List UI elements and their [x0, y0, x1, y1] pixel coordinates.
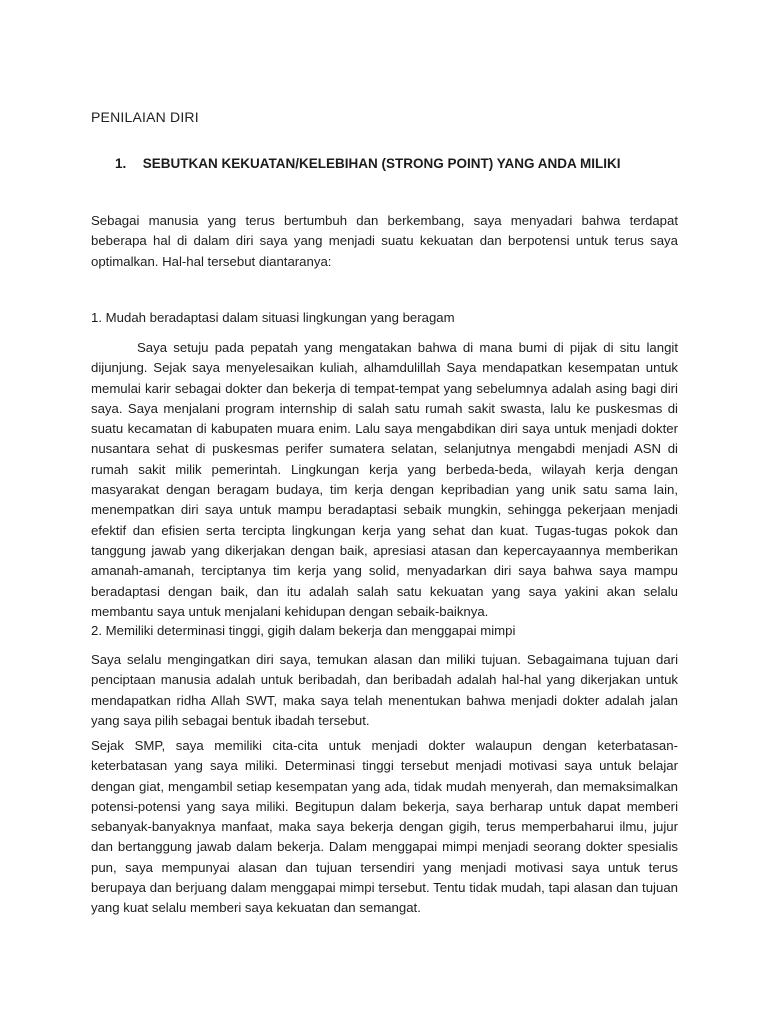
question-number: 1.: [115, 156, 127, 171]
point-2-heading: 2. Memiliki determinasi tinggi, gigih dalam bekerja dan menggapai mimpi: [91, 623, 516, 638]
point-2-paragraph-2: Sejak SMP, saya memiliki cita-cita untuk menjadi dokter walaupun dengan keterbatasan-keterbatasan yang saya miliki. Determinasi tinggi tersebut menjadi motivasi saya untuk belajar dengan giat, mengambil setiap kesempatan yang ada, tidak mudah menyerah, dan memaksimalkan potensi-potensi yang saya miliki. Begitupun dalam bekerja, saya berharap untuk dapat memberi sebanyak-banyaknya manfaat, maka saya bekerja dengan gigih, terus memperbaharui ilmu, jujur dan bertanggung jawab dalam bekerja. Dalam menggapai mimpi menjadi seorang dokter spesialis pun, saya mempunyai alasan dan tujuan tersendiri yang menjadi motivasi saya untuk terus berupaya dan berjuang dalam menggapai mimpi tersebut. Tentu tidak mudah, tapi alasan dan tujuan yang kuat selalu memberi saya kekuatan dan semangat.: [91, 738, 678, 916]
question-heading: [115, 156, 621, 171]
point-2-paragraph-1: Saya selalu mengingatkan diri saya, temukan alasan dan miliki tujuan. Sebagaimana tujuan dari penciptaan manusia adalah untuk beribadah, dan beribadah adalah hal-hal yang dikerjakan untuk mendapatkan ridha Allah SWT, maka saya telah menentukan bahwa menjadi dokter adalah jalan yang saya pilih sebagai bentuk ibadah tersebut.: [91, 652, 678, 728]
question-text: SEBUTKAN KEKUATAN/KELEBIHAN (STRONG POINT) YANG ANDA MILIKI: [142, 156, 621, 171]
point-1-heading: 1. Mudah beradaptasi dalam situasi lingkungan yang beragam: [91, 310, 455, 325]
document-title: PENILAIAN DIRI: [91, 109, 199, 125]
point-1-paragraph: Saya setuju pada pepatah yang mengatakan bahwa di mana bumi di pijak di situ langit dijunjung. Sejak saya menyelesaikan kuliah, alhamdulillah Saya mendapatkan kesempatan untuk memulai karir sebagai dokter dan bekerja di tempat-tempat yang sebelumnya adalah asing bagi diri saya. Saya menjalani program internship di salah satu rumah sakit swasta, lalu ke puskesmas di suatu kecamatan di kabupaten muara enim. Lalu saya mengabdikan diri saya untuk menjadi dokter nusantara sehat di puskesmas perifer sumatera selatan, selanjutnya mengabdi menjadi ASN di rumah sakit milik pemerintah. Lingkungan kerja yang berbeda-beda, wilayah kerja dengan masyarakat dengan beragam budaya, tim kerja dengan kepribadian yang unik satu sama lain, menempatkan diri saya untuk mampu beradaptasi sebaik mungkin, sehingga pekerjaan menjadi efektif dan efisien serta tercipta lingkungan kerja yang sehat dan kuat. Tugas-tugas pokok dan tanggung jawab yang dikerjakan dengan baik, apresiasi atasan dan kepercayaannya memberikan amanah-amanah, terciptanya tim kerja yang solid, menyadarkan diri saya bahwa saya mampu beradaptasi dengan baik, dan itu adalah salah satu kekuatan yang saya yakini akan selalu membantu saya untuk menjalani kehidupan dengan sebaik-baiknya.: [91, 340, 678, 619]
intro-paragraph: Sebagai manusia yang terus bertumbuh dan berkembang, saya menyadari bahwa terdapat beberapa hal di dalam diri saya yang menjadi suatu kekuatan dan berpotensi untuk terus saya optimalkan. Hal-hal tersebut diantaranya:: [91, 213, 678, 269]
